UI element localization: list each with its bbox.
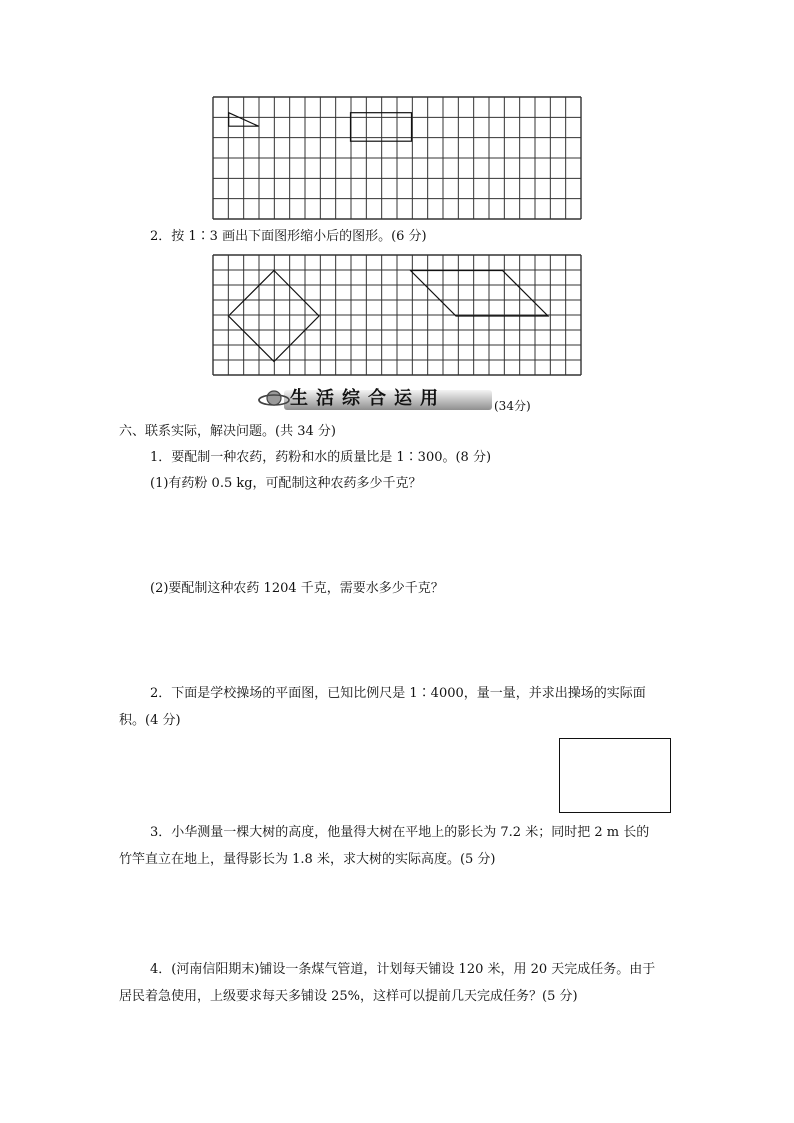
- section6-q4-line1: 4．(河南信阳期末)铺设一条煤气管道，计划每天铺设 120 米，用 20 天完成任务。由于: [150, 962, 656, 977]
- section-6-heading: 六、联系实际，解决问题。(共 34 分): [119, 424, 336, 439]
- drawing-grid-q2: [212, 254, 582, 376]
- banner-points: (34分): [494, 399, 531, 413]
- parallelogram-shape: [411, 271, 549, 317]
- section6-q1-label: 1．要配制一种农药，药粉和水的质量比是 1∶300。(8 分): [150, 450, 492, 465]
- section6-q1-sub2: (2)要配制这种农药 1204 千克，需要水多少千克？: [150, 581, 444, 596]
- playground-plan-rectangle: [559, 738, 671, 813]
- section6-q2-line1: 2．下面是学校操场的平面图，已知比例尺是 1∶4000，量一量，并求出操场的实际面: [150, 686, 646, 701]
- drawing-grid-top: [212, 96, 582, 220]
- question-2-label: 2．按 1∶3 画出下面图形缩小后的图形。(6 分): [150, 229, 427, 244]
- section6-q2-line2: 积。(4 分): [119, 713, 181, 728]
- section-banner: [258, 386, 494, 412]
- section6-q3-line1: 3．小华测量一棵大树的高度，他量得大树在平地上的影长为 7.2 米；同时把 2 m 长的: [150, 825, 650, 840]
- section6-q3-line2: 竹竿直立在地上，量得影长为 1.8 米，求大树的实际高度。(5 分): [119, 852, 496, 867]
- banner-title: 生活综合运用: [290, 388, 446, 409]
- section6-q1-sub1: (1)有药粉 0.5 kg，可配制这种农药多少千克？: [150, 476, 422, 491]
- section6-q4-line2: 居民着急使用，上级要求每天多铺设 25%，这样可以提前几天完成任务？(5 分): [119, 989, 578, 1004]
- planet-icon: [258, 388, 290, 410]
